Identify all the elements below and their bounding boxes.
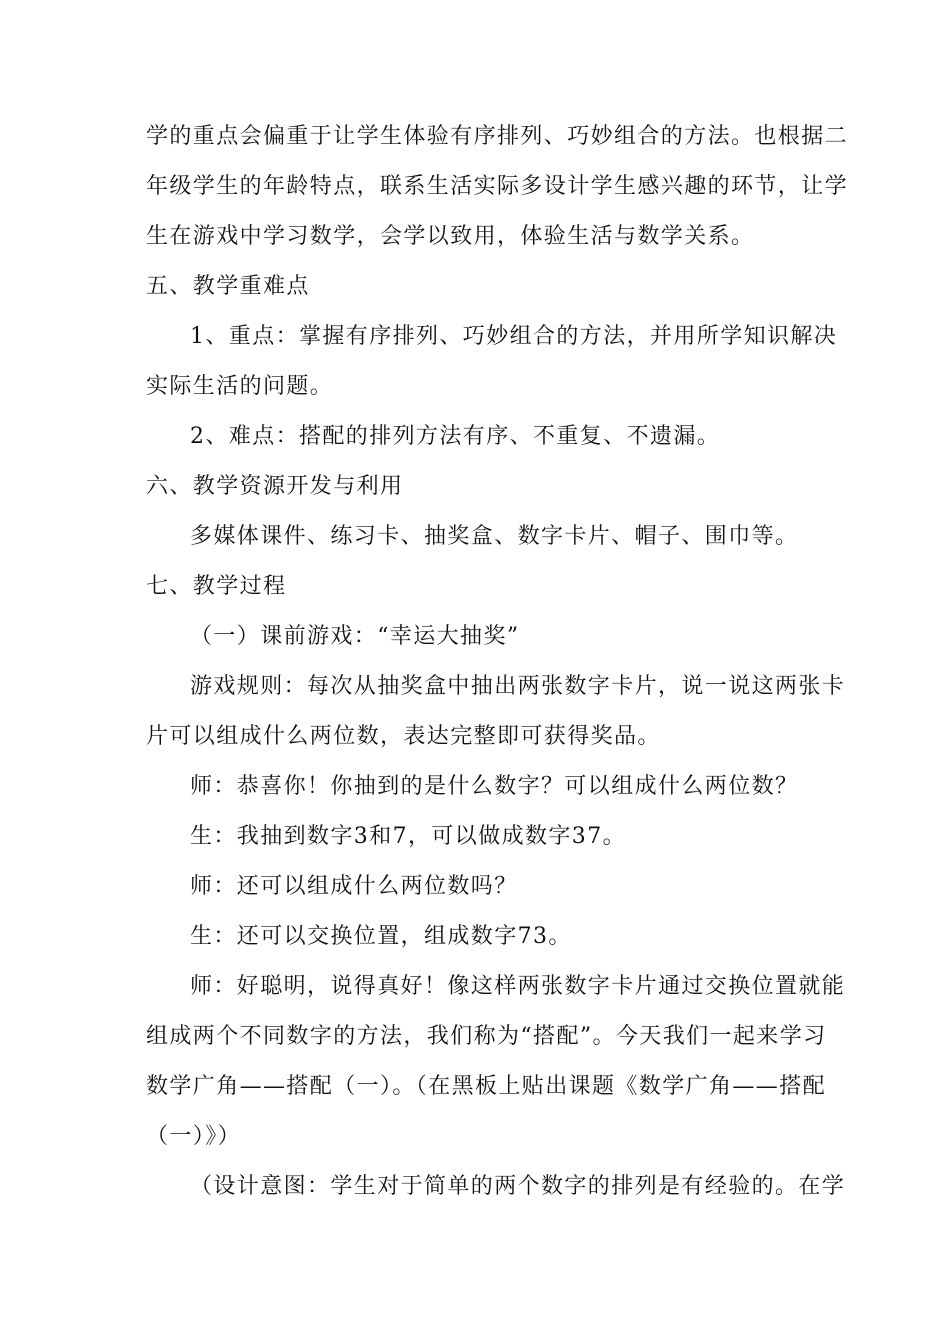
section-heading: 七、教学过程: [146, 574, 287, 599]
dialogue-line: 师：还可以组成什么两位数吗？: [190, 874, 518, 899]
text-line: 游戏规则：每次从抽奖盒中抽出两张数字卡片，说一说这两张卡: [190, 674, 846, 699]
section-heading: 五、教学重难点: [146, 274, 310, 299]
subsection-heading: （一）课前游戏：“幸运大抽奖”: [190, 624, 520, 649]
text-line: 片可以组成什么两位数，表达完整即可获得奖品。: [146, 724, 661, 749]
text-line: 2、难点：搭配的排列方法有序、不重复、不遗漏。: [190, 424, 721, 449]
design-intent-line: （设计意图：学生对于简单的两个数字的排列是有经验的。在学: [190, 1174, 846, 1199]
text-line: 年级学生的年龄特点，联系生活实际多设计学生感兴趣的环节，让学: [146, 174, 849, 199]
text-line: 数学广角——搭配（一）。（在黑板上贴出课题《数学广角——搭配: [146, 1074, 827, 1099]
text-line: 实际生活的问题。: [146, 374, 334, 399]
dialogue-line: 师：好聪明，说得真好！像这样两张数字卡片通过交换位置就能: [190, 974, 846, 999]
dialogue-line: 师：恭喜你！你抽到的是什么数字？可以组成什么两位数？: [190, 774, 799, 799]
text-line: （一）》）: [146, 1124, 242, 1149]
text-line: 1、重点：掌握有序排列、巧妙组合的方法，并用所学知识解决: [190, 324, 838, 349]
text-line: 生在游戏中学习数学，会学以致用，体验生活与数学关系。: [146, 224, 755, 249]
dialogue-line: 生：还可以交换位置，组成数字73。: [190, 924, 572, 949]
text-line: 学的重点会偏重于让学生体验有序排列、巧妙组合的方法。也根据二: [146, 124, 849, 149]
dialogue-line: 生：我抽到数字3和7，可以做成数字37。: [190, 824, 626, 849]
text-line: 组成两个不同数字的方法，我们称为“搭配”。今天我们一起来学习: [146, 1024, 827, 1049]
text-line: 多媒体课件、练习卡、抽奖盒、数字卡片、帽子、围巾等。: [190, 524, 799, 549]
section-heading: 六、教学资源开发与利用: [146, 474, 404, 499]
